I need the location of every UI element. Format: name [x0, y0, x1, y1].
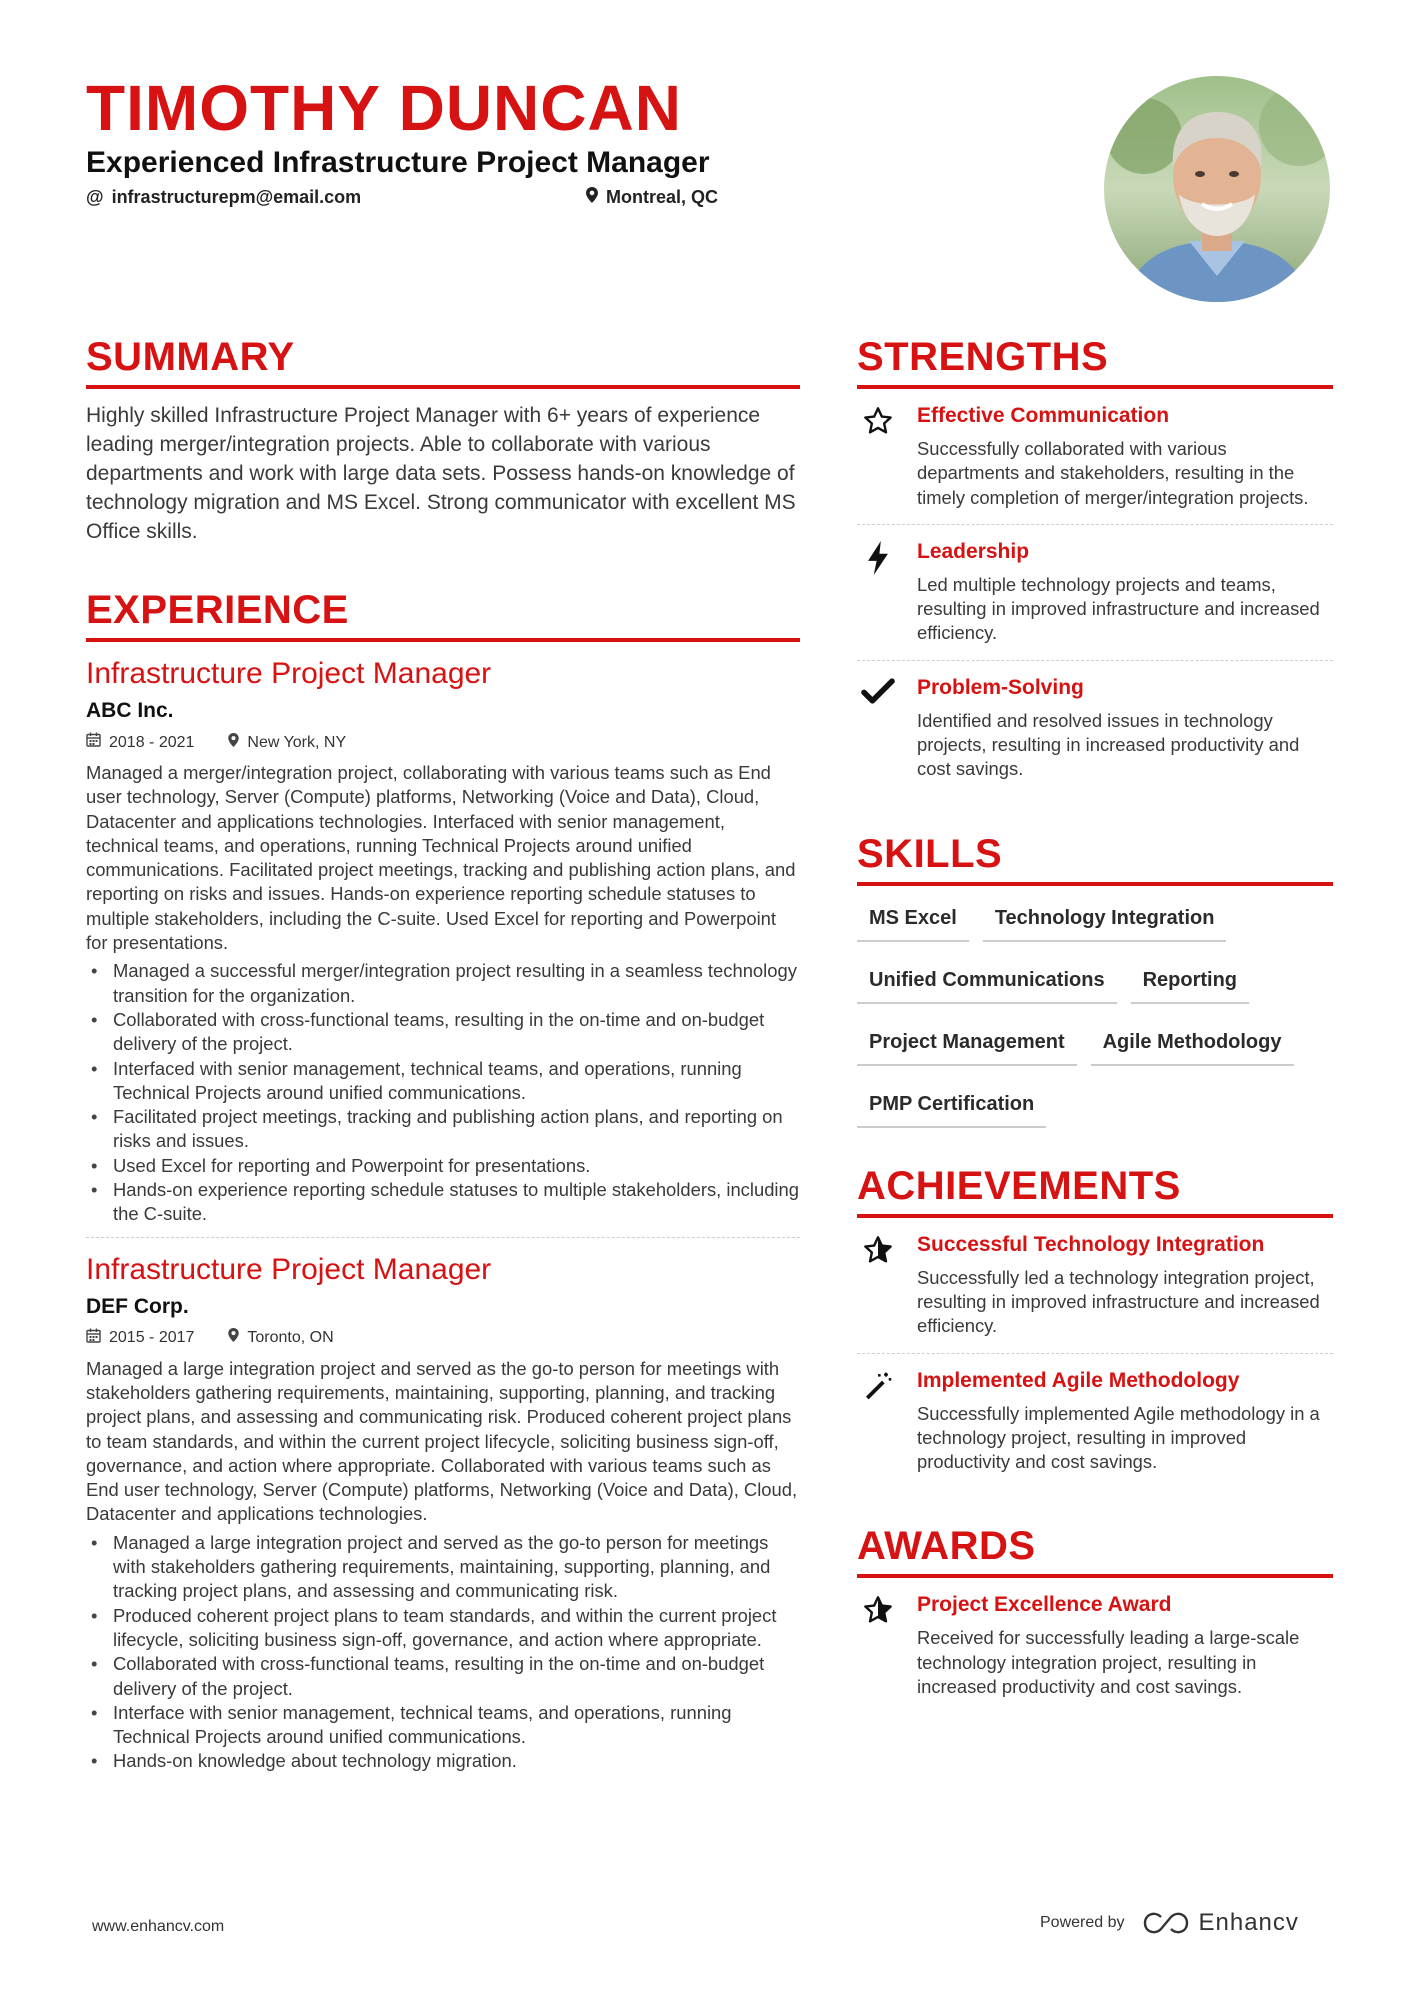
list-item: • Hands-on knowledge about technology migration. — [86, 1749, 800, 1773]
lightning-icon — [865, 541, 891, 646]
strength-text: Successfully collaborated with various departments and stakeholders, resulting in the timely completion of merger/integration projects. — [917, 438, 1309, 508]
achievements-heading: ACHIEVEMENTS — [857, 1162, 1333, 1218]
achievement-text: Successfully led a technology integration project, resulting in improved infrastructure and increased efficiency. — [917, 1266, 1320, 1337]
strength-item — [857, 525, 1333, 661]
skill-chip: Agile Methodology — [1091, 1022, 1294, 1066]
job-location: Toronto, ON — [247, 1329, 334, 1347]
location-pin-icon — [228, 733, 239, 753]
job-dates: 2018 - 2021 — [109, 733, 195, 751]
skill-chip: Unified Communications — [857, 960, 1117, 1004]
strength-text: Identified and resolved issues in technology projects, resulting in increased productivity and cost savings. — [917, 709, 1300, 780]
contact-email[interactable] — [86, 186, 361, 208]
job-role: Infrastructure Project Manager — [86, 657, 492, 690]
calendar-icon — [86, 1328, 101, 1349]
email-text: infrastructurepm@email.com — [111, 187, 362, 207]
brand-name: Enhancv — [1198, 1909, 1299, 1936]
achievement-text: Successfully implemented Agile methodology in a technology project, resulting in improved productivity and cost savings. — [917, 1402, 1320, 1473]
strengths-heading: STRENGTHS — [857, 333, 1333, 389]
award-item — [857, 1578, 1333, 1713]
strength-title: Problem-Solving — [917, 675, 1084, 699]
enhancv-logo[interactable] — [1143, 1909, 1299, 1937]
strength-title: Effective Communication — [917, 404, 1170, 427]
achievement-title: Implemented Agile Methodology — [917, 1368, 1240, 1392]
candidate-name: TIMOTHY DUNCAN — [86, 72, 682, 144]
skills-section — [857, 830, 1333, 1128]
awards-section — [857, 1522, 1333, 1713]
skill-chip: Reporting — [1131, 960, 1249, 1004]
achievements-section — [857, 1162, 1333, 1489]
footer-branding — [1040, 1909, 1299, 1937]
job-meta — [86, 1328, 800, 1349]
footer-website[interactable]: www.enhancv.com — [92, 1918, 225, 1935]
skills-list — [857, 898, 1333, 1128]
list-item: • Facilitated project meetings, tracking and publishing action plans, and reporting on risks and issues. — [86, 1105, 800, 1154]
at-icon: @ — [86, 187, 104, 207]
star-half-icon — [862, 1234, 894, 1339]
list-item: • Interfaced with senior management, technical teams, and operations, running Technical Projects around unified communications. — [86, 1057, 800, 1106]
skill-chip: Technology Integration — [983, 898, 1227, 942]
list-item: • Collaborated with cross-functional teams, resulting in the on-time and on-budget delivery of the project. — [86, 1652, 800, 1701]
job-role: Infrastructure Project Manager — [86, 1252, 492, 1286]
strength-item — [857, 389, 1333, 525]
list-item: • Collaborated with cross-functional teams, resulting in the on-time and on-budget delivery of the project. — [86, 1008, 800, 1057]
job-meta — [86, 732, 800, 753]
experience-entry — [86, 656, 800, 1238]
skill-chip: MS Excel — [857, 898, 969, 942]
star-half-icon — [862, 1594, 894, 1699]
right-column — [857, 333, 1333, 1713]
experience-heading: EXPERIENCE — [86, 586, 800, 642]
skill-chip: Project Management — [857, 1022, 1077, 1066]
job-company: ABC Inc. — [86, 699, 174, 722]
powered-by-label: Powered by — [1040, 1914, 1125, 1931]
job-dates: 2015 - 2017 — [109, 1329, 195, 1347]
strength-item — [857, 661, 1333, 796]
calendar-icon — [86, 732, 101, 753]
job-location: New York, NY — [247, 733, 347, 751]
list-item: • Managed a successful merger/integration project resulting in a seamless technology transition for the organization. — [86, 959, 800, 1008]
summary-heading: SUMMARY — [86, 333, 800, 389]
job-bullets — [86, 959, 800, 1226]
magic-wand-icon — [862, 1370, 894, 1475]
list-item: • Interface with senior management, technical teams, and operations, running Technical Projects around unified communications. — [86, 1701, 800, 1750]
job-company: DEF Corp. — [86, 1294, 189, 1318]
checkmark-icon — [861, 677, 895, 782]
skill-chip: PMP Certification — [857, 1084, 1046, 1128]
job-description: Managed a merger/integration project, collaborating with various teams such as End user technology, Server (Compute) platforms, Networking (Voice and Data), Cloud, Datacenter and applications technologies. Interfaced with senior management, technical teams, and operations, running Technical Projects around unified communications. Facilitated project meetings, tracking and publishing action plans, and reporting on risks and issues. Hands-on experience reporting schedule statuses to multiple stakeholders, including the C-suite. Used Excel for reporting and Powerpoint for presentations. — [86, 762, 796, 954]
award-text: Received for successfully leading a large-scale technology integration project, resulting in increased productivity and cost savings. — [917, 1627, 1300, 1698]
achievement-title: Successful Technology Integration — [917, 1232, 1265, 1256]
list-item: • Hands-on experience reporting schedule statuses to multiple stakeholders, including the C-suite. — [86, 1178, 800, 1227]
candidate-title: Experienced Infrastructure Project Manager — [86, 146, 710, 179]
skills-heading: SKILLS — [857, 830, 1333, 886]
awards-heading: AWARDS — [857, 1522, 1333, 1578]
job-description: Managed a large integration project and served as the go-to person for meetings with stakeholders gathering requirements, maintaining, supporting, planning, and tracking project plans, and assessing and communicating risk. Produced coherent project plans to team standards, and within the current project lifecycle, soliciting business sign-off, governance, and action where appropriate. Collaborated with various teams such as End user technology, Server (Compute) platforms, Networking (Voice and Data), Cloud, Datacenter and applications technologies. — [86, 1357, 798, 1525]
left-column — [86, 333, 800, 1774]
strength-text: Led multiple technology projects and teams, resulting in improved infrastructure and increased efficiency. — [917, 573, 1320, 644]
list-item: • Used Excel for reporting and Powerpoint for presentations. — [86, 1154, 800, 1178]
divider — [86, 1237, 800, 1238]
star-outline-icon — [862, 405, 894, 510]
achievement-item — [857, 1218, 1333, 1354]
location-pin-icon — [228, 1328, 239, 1348]
location-pin-icon — [586, 186, 598, 208]
location-text: Montreal, QC — [606, 187, 719, 207]
contact-location — [586, 186, 718, 208]
list-item: • Managed a large integration project and served as the go-to person for meetings with stakeholders gathering requirements, maintaining, supporting, planning, and tracking project plans, and assessing and communicating risk. — [86, 1531, 800, 1604]
summary-text: Highly skilled Infrastructure Project Manager with 6+ years of experience leading merger/integration projects. Able to collaborate with various departments and work with large data sets. Possess hands-on knowledge of technology migration and MS Excel. Strong communicator with excellent MS Office skills. — [86, 404, 796, 543]
strength-title: Leadership — [917, 539, 1030, 563]
list-item: • Produced coherent project plans to team standards, and within the current project lifecycle, soliciting business sign-off, governance, and action where appropriate. — [86, 1604, 800, 1653]
experience-entry — [86, 1252, 800, 1774]
achievement-item — [857, 1354, 1333, 1489]
award-title: Project Excellence Award — [917, 1593, 1172, 1617]
profile-photo — [1104, 76, 1330, 302]
job-bullets — [86, 1531, 800, 1774]
